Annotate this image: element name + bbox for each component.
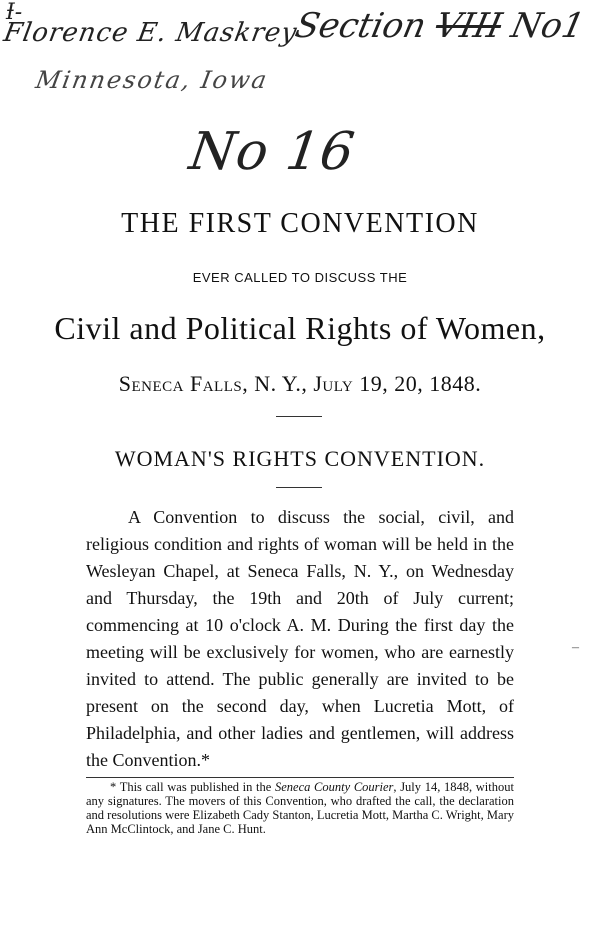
- handwritten-location: Minnesota, Iowa: [33, 66, 271, 94]
- document-heading: Civil and Political Rights of Women,: [54, 310, 546, 346]
- document-title: THE FIRST CONVENTION: [121, 208, 479, 239]
- corner-mark: Ɨ-: [6, 0, 23, 25]
- convention-announcement: A Convention to discuss the social, civil, and religious condition and rights of woman will be held in the Wesleyan Chapel, at Seneca Falls, N. Y., on Wednesday and Thursday, the 19th and 20th of July current; commencing at 10 o'clock A. M. During the first day the meeting will be exclusively for women, who are earnestly invited to attend. The public generally are invited to be present on the second day, when Lucretia Mott, of Philadelphia, and other ladies and gentlemen, will address the Convention.*: [86, 507, 514, 770]
- section-prefix: Section: [291, 6, 441, 46]
- margin-mark: –: [572, 640, 579, 655]
- section-struck-numeral: VIII: [431, 6, 506, 46]
- footnote-rule: [86, 777, 514, 778]
- section-heading: WOMAN'S RIGHTS CONVENTION.: [114, 446, 486, 471]
- footnote-rest: , July 14, 1848, without any signatures. The movers of this Convention, who drafted the call, the declaration and resolutions were Elizabeth Cady Stanton, Lucretia Mott, Martha C. Wright, Mary Ann McClintock, and Jane C. Hunt.: [86, 780, 514, 836]
- handwritten-section-label: [292, 6, 588, 46]
- section-suffix: No1: [496, 6, 588, 46]
- document-subtitle: EVER CALLED TO DISCUSS THE: [192, 270, 408, 285]
- footnote-start: * This call was published in the: [110, 780, 275, 794]
- footnote: [86, 780, 514, 836]
- handwritten-name: Florence E. Maskrey: [1, 18, 300, 48]
- place-and-date: Seneca Falls, N. Y., July 19, 20, 1848.: [118, 371, 482, 396]
- handwritten-number: No 16: [185, 122, 359, 182]
- divider-rule: [276, 416, 322, 417]
- divider-rule: [276, 487, 322, 488]
- newspaper-name: Seneca County Courier: [274, 780, 394, 794]
